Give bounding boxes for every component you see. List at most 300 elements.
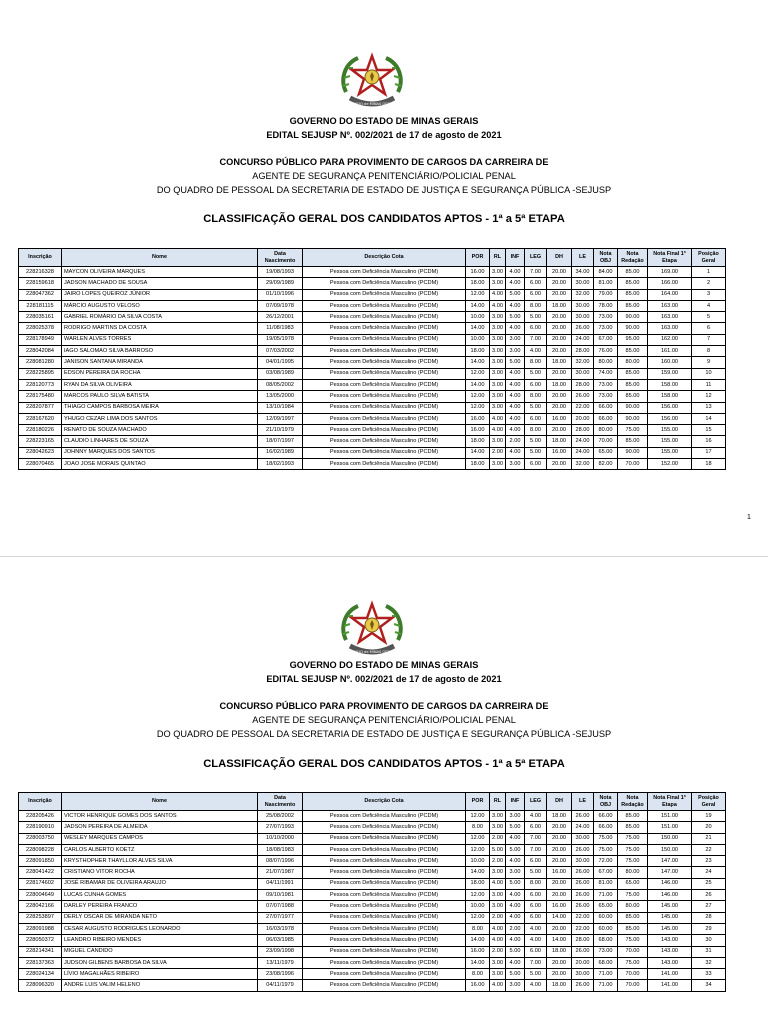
cell-nota-final: 143.00 (648, 946, 692, 957)
cell-posicao-geral: 3 (692, 289, 726, 300)
col-leg: LEG (525, 793, 547, 811)
cell-inf: 4.00 (506, 391, 525, 402)
cell-nome: THIAGO CAMPOS BARBOSA MEIRA (62, 402, 258, 413)
cell-inscricao: 228137363 (19, 957, 62, 968)
cell-nome: MARCOS PAULO SILVA BATISTA (62, 391, 258, 402)
cell-data-nascimento: 29/09/1989 (258, 278, 303, 289)
cell-leg: 6.00 (525, 278, 547, 289)
cell-le: 32.00 (572, 459, 594, 470)
cell-leg: 6.00 (525, 856, 547, 867)
cell-le: 26.00 (572, 391, 594, 402)
table-row (19, 946, 726, 957)
cell-nota-final: 155.00 (648, 447, 692, 458)
table-row (19, 459, 726, 470)
table-row (19, 912, 726, 923)
minas-gerais-coat-of-arms (336, 596, 408, 668)
cell-nota-redacao: 85.00 (618, 912, 648, 923)
cell-inscricao: 228214341 (19, 946, 62, 957)
cell-leg: 5.00 (525, 402, 547, 413)
cell-por: 12.00 (466, 833, 490, 844)
cell-inf: 4.00 (506, 447, 525, 458)
cell-inscricao: 228091850 (19, 856, 62, 867)
cell-posicao-geral: 1 (692, 267, 726, 278)
cell-inf: 5.00 (506, 822, 525, 833)
cell-posicao-geral: 33 (692, 969, 726, 980)
cell-nota-redacao: 75.00 (618, 425, 648, 436)
cell-rl: 3.00 (490, 822, 506, 833)
table-row (19, 833, 726, 844)
table-row (19, 391, 726, 402)
emblem-banner-text: ESTADO de MINAS GERAIS (348, 102, 396, 106)
cell-nome: JOSÉ RIBAMAR DE OLIVEIRA ARAUJO (62, 878, 258, 889)
cell-nota-final: 162.00 (648, 334, 692, 345)
cell-dh: 20.00 (547, 890, 572, 901)
cell-data-nascimento: 13/10/1984 (258, 402, 303, 413)
cell-data-nascimento: 12/09/1997 (258, 413, 303, 424)
cell-data-nascimento: 03/08/1989 (258, 368, 303, 379)
table-row (19, 357, 726, 368)
cell-por: 14.00 (466, 935, 490, 946)
cell-rl: 3.00 (490, 312, 506, 323)
cell-data-nascimento: 11/08/1983 (258, 323, 303, 334)
cell-inscricao: 228035161 (19, 312, 62, 323)
cell-inf: 4.00 (506, 901, 525, 912)
cell-nota-obj: 66.00 (594, 402, 618, 413)
cell-nota-redacao: 85.00 (618, 368, 648, 379)
cell-por: 12.00 (466, 844, 490, 855)
cell-rl: 4.00 (490, 878, 506, 889)
cell-inscricao: 228216328 (19, 267, 62, 278)
cell-nota-obj: 71.00 (594, 980, 618, 991)
cell-data-nascimento: 16/03/1978 (258, 923, 303, 934)
cell-inscricao: 228091988 (19, 923, 62, 934)
cell-dh: 18.00 (547, 379, 572, 390)
col-le: LE (572, 793, 594, 811)
cell-descricao-cota: Pessoa com Deficiência Masculino (PCDM) (303, 425, 466, 436)
cell-leg: 4.00 (525, 811, 547, 822)
table-row (19, 436, 726, 447)
government-title: GOVERNO DO ESTADO DE MINAS GERAIS (289, 116, 479, 126)
cell-rl: 4.00 (490, 289, 506, 300)
cell-descricao-cota: Pessoa com Deficiência Masculino (PCDM) (303, 811, 466, 822)
cell-descricao-cota: Pessoa com Deficiência Masculino (PCDM) (303, 890, 466, 901)
cell-descricao-cota: Pessoa com Deficiência Masculino (PCDM) (303, 459, 466, 470)
cell-inf: 4.00 (506, 957, 525, 968)
cell-nota-obj: 75.00 (594, 833, 618, 844)
cell-data-nascimento: 08/07/1996 (258, 856, 303, 867)
cell-nota-redacao: 65.00 (618, 878, 648, 889)
table-row (19, 980, 726, 991)
col-por: POR (466, 249, 490, 267)
cell-por: 14.00 (466, 323, 490, 334)
table-row (19, 278, 726, 289)
cell-nota-obj: 66.00 (594, 822, 618, 833)
cell-inf: 4.00 (506, 323, 525, 334)
classification-title: CLASSIFICAÇÃO GERAL DOS CANDIDATOS APTOS - 1ª a 5ª ETAPA (203, 758, 565, 770)
cell-por: 12.00 (466, 402, 490, 413)
cell-data-nascimento: 21/07/1987 (258, 867, 303, 878)
table-row (19, 890, 726, 901)
cell-le: 22.00 (572, 402, 594, 413)
cell-inscricao: 228004649 (19, 890, 62, 901)
cell-descricao-cota: Pessoa com Deficiência Masculino (PCDM) (303, 822, 466, 833)
cell-inf: 3.00 (506, 811, 525, 822)
cell-rl: 4.00 (490, 935, 506, 946)
cell-posicao-geral: 15 (692, 425, 726, 436)
cell-nota-obj: 73.00 (594, 312, 618, 323)
quadro-title: DO QUADRO DE PESSOAL DA SECRETARIA DE ESTADO DE JUSTIÇA E SEGURANÇA PÚBLICA -SEJUSP (156, 729, 612, 739)
quadro-title: DO QUADRO DE PESSOAL DA SECRETARIA DE ESTADO DE JUSTIÇA E SEGURANÇA PÚBLICA -SEJUSP (156, 185, 612, 195)
cell-nota-obj: 67.00 (594, 334, 618, 345)
cell-dh: 20.00 (547, 267, 572, 278)
cargo-title: AGENTE DE SEGURANÇA PENITENCIÁRIO/POLICIAL PENAL (252, 171, 516, 181)
cell-nota-final: 169.00 (648, 267, 692, 278)
cell-nota-final: 166.00 (648, 278, 692, 289)
cell-dh: 14.00 (547, 912, 572, 923)
cell-nota-final: 141.00 (648, 980, 692, 991)
cell-nota-final: 159.00 (648, 368, 692, 379)
cell-por: 14.00 (466, 867, 490, 878)
cell-le: 22.00 (572, 912, 594, 923)
col-descricao-cota: Descrição Cota (303, 249, 466, 267)
cell-nome: CRISTIANO VITOR ROCHA (62, 867, 258, 878)
cell-posicao-geral: 16 (692, 436, 726, 447)
cell-inf: 4.00 (506, 368, 525, 379)
cell-descricao-cota: Pessoa com Deficiência Masculino (PCDM) (303, 447, 466, 458)
cell-data-nascimento: 13/05/2000 (258, 391, 303, 402)
cell-descricao-cota: Pessoa com Deficiência Masculino (PCDM) (303, 278, 466, 289)
cell-inscricao: 228174602 (19, 878, 62, 889)
cell-rl: 3.00 (490, 969, 506, 980)
cell-dh: 16.00 (547, 901, 572, 912)
cell-nota-obj: 78.00 (594, 300, 618, 311)
cell-rl: 4.00 (490, 413, 506, 424)
cell-nota-redacao: 85.00 (618, 379, 648, 390)
cell-le: 28.00 (572, 379, 594, 390)
cell-inscricao: 228025378 (19, 323, 62, 334)
cell-nota-final: 160.00 (648, 357, 692, 368)
concurso-title: CONCURSO PÚBLICO PARA PROVIMENTO DE CARGOS DA CARREIRA DE (219, 701, 549, 711)
cell-dh: 18.00 (547, 300, 572, 311)
cell-rl: 2.00 (490, 856, 506, 867)
cell-leg: 5.00 (525, 312, 547, 323)
cell-dh: 20.00 (547, 289, 572, 300)
cell-descricao-cota: Pessoa com Deficiência Masculino (PCDM) (303, 357, 466, 368)
cell-nota-obj: 80.00 (594, 425, 618, 436)
col-leg: LEG (525, 249, 547, 267)
cell-inscricao: 228207877 (19, 402, 62, 413)
col-data-nascimento: Data Nascimento (258, 249, 303, 267)
cell-nota-obj: 73.00 (594, 946, 618, 957)
cell-leg: 7.00 (525, 833, 547, 844)
cell-inf: 4.00 (506, 833, 525, 844)
cell-nota-final: 143.00 (648, 935, 692, 946)
cell-data-nascimento: 06/03/1985 (258, 935, 303, 946)
cell-por: 12.00 (466, 368, 490, 379)
cell-nota-redacao: 85.00 (618, 436, 648, 447)
cell-inf: 4.00 (506, 278, 525, 289)
cell-rl: 3.00 (490, 267, 506, 278)
cell-por: 18.00 (466, 346, 490, 357)
table-row (19, 267, 726, 278)
document-page-2 (0, 578, 768, 1024)
cell-inf: 3.00 (506, 346, 525, 357)
cell-nota-final: 155.00 (648, 436, 692, 447)
cell-nota-obj: 66.00 (594, 413, 618, 424)
cell-inscricao: 228042623 (19, 447, 62, 458)
cell-nota-obj: 79.00 (594, 289, 618, 300)
cell-data-nascimento: 27/07/1993 (258, 822, 303, 833)
cell-por: 12.00 (466, 890, 490, 901)
cell-nota-final: 145.00 (648, 901, 692, 912)
cell-nome: LÍVIO MAGALHÃES RIBEIRO (62, 969, 258, 980)
cell-por: 8.00 (466, 923, 490, 934)
cell-le: 26.00 (572, 946, 594, 957)
cell-leg: 8.00 (525, 878, 547, 889)
cell-posicao-geral: 27 (692, 901, 726, 912)
cell-inscricao: 228205426 (19, 811, 62, 822)
cell-nota-redacao: 70.00 (618, 459, 648, 470)
cell-posicao-geral: 26 (692, 890, 726, 901)
col-dh: DH (547, 249, 572, 267)
cell-nota-final: 141.00 (648, 969, 692, 980)
cell-le: 26.00 (572, 811, 594, 822)
cell-leg: 4.00 (525, 346, 547, 357)
cell-nota-redacao: 85.00 (618, 391, 648, 402)
cell-dh: 20.00 (547, 923, 572, 934)
cell-nota-obj: 71.00 (594, 969, 618, 980)
cell-descricao-cota: Pessoa com Deficiência Masculino (PCDM) (303, 436, 466, 447)
cell-por: 18.00 (466, 436, 490, 447)
cell-nota-final: 164.00 (648, 289, 692, 300)
cell-rl: 3.00 (490, 901, 506, 912)
coat-of-arms-icon (336, 596, 408, 668)
cell-dh: 20.00 (547, 844, 572, 855)
cell-nota-redacao: 85.00 (618, 267, 648, 278)
cell-nota-redacao: 80.00 (618, 867, 648, 878)
cell-descricao-cota: Pessoa com Deficiência Masculino (PCDM) (303, 969, 466, 980)
cell-nota-obj: 81.00 (594, 278, 618, 289)
cell-inf: 5.00 (506, 289, 525, 300)
table-row (19, 289, 726, 300)
col-posicao-geral: Posição Geral (692, 249, 726, 267)
cell-inscricao: 228081280 (19, 357, 62, 368)
cell-nota-final: 163.00 (648, 312, 692, 323)
cell-leg: 5.00 (525, 447, 547, 458)
col-nome: Nome (62, 249, 258, 267)
cell-rl: 4.00 (490, 425, 506, 436)
cell-inf: 3.00 (506, 980, 525, 991)
cell-posicao-geral: 28 (692, 912, 726, 923)
cell-leg: 8.00 (525, 425, 547, 436)
cell-nota-redacao: 80.00 (618, 357, 648, 368)
cell-posicao-geral: 9 (692, 357, 726, 368)
cell-le: 24.00 (572, 822, 594, 833)
cell-dh: 16.00 (547, 447, 572, 458)
cell-posicao-geral: 23 (692, 856, 726, 867)
cell-nota-redacao: 75.00 (618, 935, 648, 946)
cell-por: 14.00 (466, 957, 490, 968)
cell-posicao-geral: 17 (692, 447, 726, 458)
cell-por: 12.00 (466, 391, 490, 402)
cell-inf: 5.00 (506, 878, 525, 889)
cell-nome: GABRIEL ROMÁRIO DA SILVA COSTA (62, 312, 258, 323)
cell-data-nascimento: 26/12/2001 (258, 312, 303, 323)
cell-rl: 2.00 (490, 833, 506, 844)
cell-le: 26.00 (572, 867, 594, 878)
cell-descricao-cota: Pessoa com Deficiência Masculino (PCDM) (303, 346, 466, 357)
cell-rl: 3.00 (490, 459, 506, 470)
cell-data-nascimento: 04/01/1995 (258, 357, 303, 368)
cell-inf: 4.00 (506, 890, 525, 901)
cell-nota-obj: 68.00 (594, 957, 618, 968)
table-row (19, 844, 726, 855)
cell-nome: DERLY OSCAR DE MIRANDA NETO (62, 912, 258, 923)
cell-descricao-cota: Pessoa com Deficiência Masculino (PCDM) (303, 935, 466, 946)
cell-leg: 7.00 (525, 267, 547, 278)
cell-dh: 18.00 (547, 946, 572, 957)
col-nota-redacao: Nota Redação (618, 793, 648, 811)
cell-inscricao: 228041422 (19, 867, 62, 878)
cell-posicao-geral: 6 (692, 323, 726, 334)
edital-title: EDITAL SEJUSP Nº. 002/2021 de 17 de agosto de 2021 (266, 130, 502, 140)
cell-nota-final: 146.00 (648, 878, 692, 889)
cell-leg: 4.00 (525, 923, 547, 934)
cell-nota-redacao: 85.00 (618, 923, 648, 934)
cell-inscricao: 228180226 (19, 425, 62, 436)
cell-dh: 20.00 (547, 969, 572, 980)
cell-rl: 3.00 (490, 436, 506, 447)
col-por: POR (466, 793, 490, 811)
cell-por: 16.00 (466, 946, 490, 957)
cell-leg: 7.00 (525, 957, 547, 968)
cell-le: 24.00 (572, 334, 594, 345)
cell-nome: EDSON PEREIRA DA ROCHA (62, 368, 258, 379)
classification-table (18, 248, 726, 470)
cell-dh: 16.00 (547, 867, 572, 878)
cell-dh: 20.00 (547, 391, 572, 402)
cell-por: 14.00 (466, 447, 490, 458)
cell-inscricao: 228178949 (19, 334, 62, 345)
cell-rl: 3.00 (490, 357, 506, 368)
cell-nome: RYAN DA SILVA OLIVEIRA (62, 379, 258, 390)
cell-nota-final: 147.00 (648, 856, 692, 867)
cell-dh: 20.00 (547, 833, 572, 844)
cell-data-nascimento: 13/11/1979 (258, 957, 303, 968)
cell-posicao-geral: 29 (692, 923, 726, 934)
cell-leg: 6.00 (525, 901, 547, 912)
cell-le: 32.00 (572, 289, 594, 300)
cell-descricao-cota: Pessoa com Deficiência Masculino (PCDM) (303, 867, 466, 878)
cell-nota-redacao: 90.00 (618, 447, 648, 458)
cell-rl: 5.00 (490, 844, 506, 855)
cell-nota-redacao: 90.00 (618, 312, 648, 323)
cell-posicao-geral: 14 (692, 413, 726, 424)
cell-nota-final: 150.00 (648, 844, 692, 855)
cell-posicao-geral: 21 (692, 833, 726, 844)
cell-nota-redacao: 70.00 (618, 946, 648, 957)
cell-data-nascimento: 04/11/1991 (258, 878, 303, 889)
cell-leg: 8.00 (525, 300, 547, 311)
cell-por: 10.00 (466, 856, 490, 867)
cell-descricao-cota: Pessoa com Deficiência Masculino (PCDM) (303, 946, 466, 957)
cell-por: 16.00 (466, 413, 490, 424)
cell-posicao-geral: 31 (692, 946, 726, 957)
cell-nota-obj: 66.00 (594, 811, 618, 822)
cell-nome: JOAO JOSE MORAIS QUINTAO (62, 459, 258, 470)
cell-inf: 5.00 (506, 844, 525, 855)
edital-title: EDITAL SEJUSP Nº. 002/2021 de 17 de agosto de 2021 (266, 674, 502, 684)
cell-posicao-geral: 19 (692, 811, 726, 822)
cell-nota-obj: 67.00 (594, 867, 618, 878)
cell-inf: 3.00 (506, 334, 525, 345)
cell-nome: JANISON SANTANA MIRANDA (62, 357, 258, 368)
cell-leg: 6.00 (525, 289, 547, 300)
cell-dh: 20.00 (547, 957, 572, 968)
cell-dh: 20.00 (547, 856, 572, 867)
cell-rl: 2.00 (490, 946, 506, 957)
cell-nome: VICTOR HENRIQUE GOMES DOS SANTOS (62, 811, 258, 822)
cell-leg: 6.00 (525, 890, 547, 901)
cell-nota-final: 156.00 (648, 402, 692, 413)
cell-nota-obj: 72.00 (594, 856, 618, 867)
cell-rl: 2.00 (490, 912, 506, 923)
cell-dh: 20.00 (547, 278, 572, 289)
cell-posicao-geral: 12 (692, 391, 726, 402)
cell-nota-final: 163.00 (648, 323, 692, 334)
cell-nome: CESAR AUGUSTO RODRIGUES LEONARDO (62, 923, 258, 934)
cell-nota-redacao: 85.00 (618, 346, 648, 357)
cell-data-nascimento: 21/10/1979 (258, 425, 303, 436)
cell-por: 18.00 (466, 278, 490, 289)
cell-inscricao: 228047362 (19, 289, 62, 300)
cell-nome: WESLEY MARQUES CAMPOS (62, 833, 258, 844)
cell-descricao-cota: Pessoa com Deficiência Masculino (PCDM) (303, 323, 466, 334)
cell-inscricao: 228098228 (19, 844, 62, 855)
cell-data-nascimento: 25/08/2002 (258, 811, 303, 822)
cell-nota-final: 150.00 (648, 833, 692, 844)
cell-posicao-geral: 34 (692, 980, 726, 991)
table-row (19, 923, 726, 934)
cell-dh: 20.00 (547, 822, 572, 833)
cell-nota-obj: 82.00 (594, 459, 618, 470)
cell-leg: 4.00 (525, 935, 547, 946)
cell-rl: 3.00 (490, 334, 506, 345)
col-inf: INF (506, 793, 525, 811)
cell-le: 34.00 (572, 267, 594, 278)
cell-rl: 3.00 (490, 890, 506, 901)
cell-le: 30.00 (572, 278, 594, 289)
cell-nota-final: 152.00 (648, 459, 692, 470)
cell-por: 14.00 (466, 357, 490, 368)
cell-nome: JADSON MACHADO DE SOUSA (62, 278, 258, 289)
col-descricao-cota: Descrição Cota (303, 793, 466, 811)
table-row (19, 822, 726, 833)
table-row (19, 856, 726, 867)
cell-le: 26.00 (572, 890, 594, 901)
cell-data-nascimento: 18/08/1983 (258, 844, 303, 855)
cell-por: 14.00 (466, 379, 490, 390)
cell-dh: 20.00 (547, 334, 572, 345)
cell-descricao-cota: Pessoa com Deficiência Masculino (PCDM) (303, 289, 466, 300)
cell-descricao-cota: Pessoa com Deficiência Masculino (PCDM) (303, 300, 466, 311)
cell-dh: 18.00 (547, 980, 572, 991)
col-posicao-geral: Posição Geral (692, 793, 726, 811)
cell-posicao-geral: 11 (692, 379, 726, 390)
cell-posicao-geral: 22 (692, 844, 726, 855)
cell-nota-obj: 73.00 (594, 323, 618, 334)
cargo-title: AGENTE DE SEGURANÇA PENITENCIÁRIO/POLICIAL PENAL (252, 715, 516, 725)
